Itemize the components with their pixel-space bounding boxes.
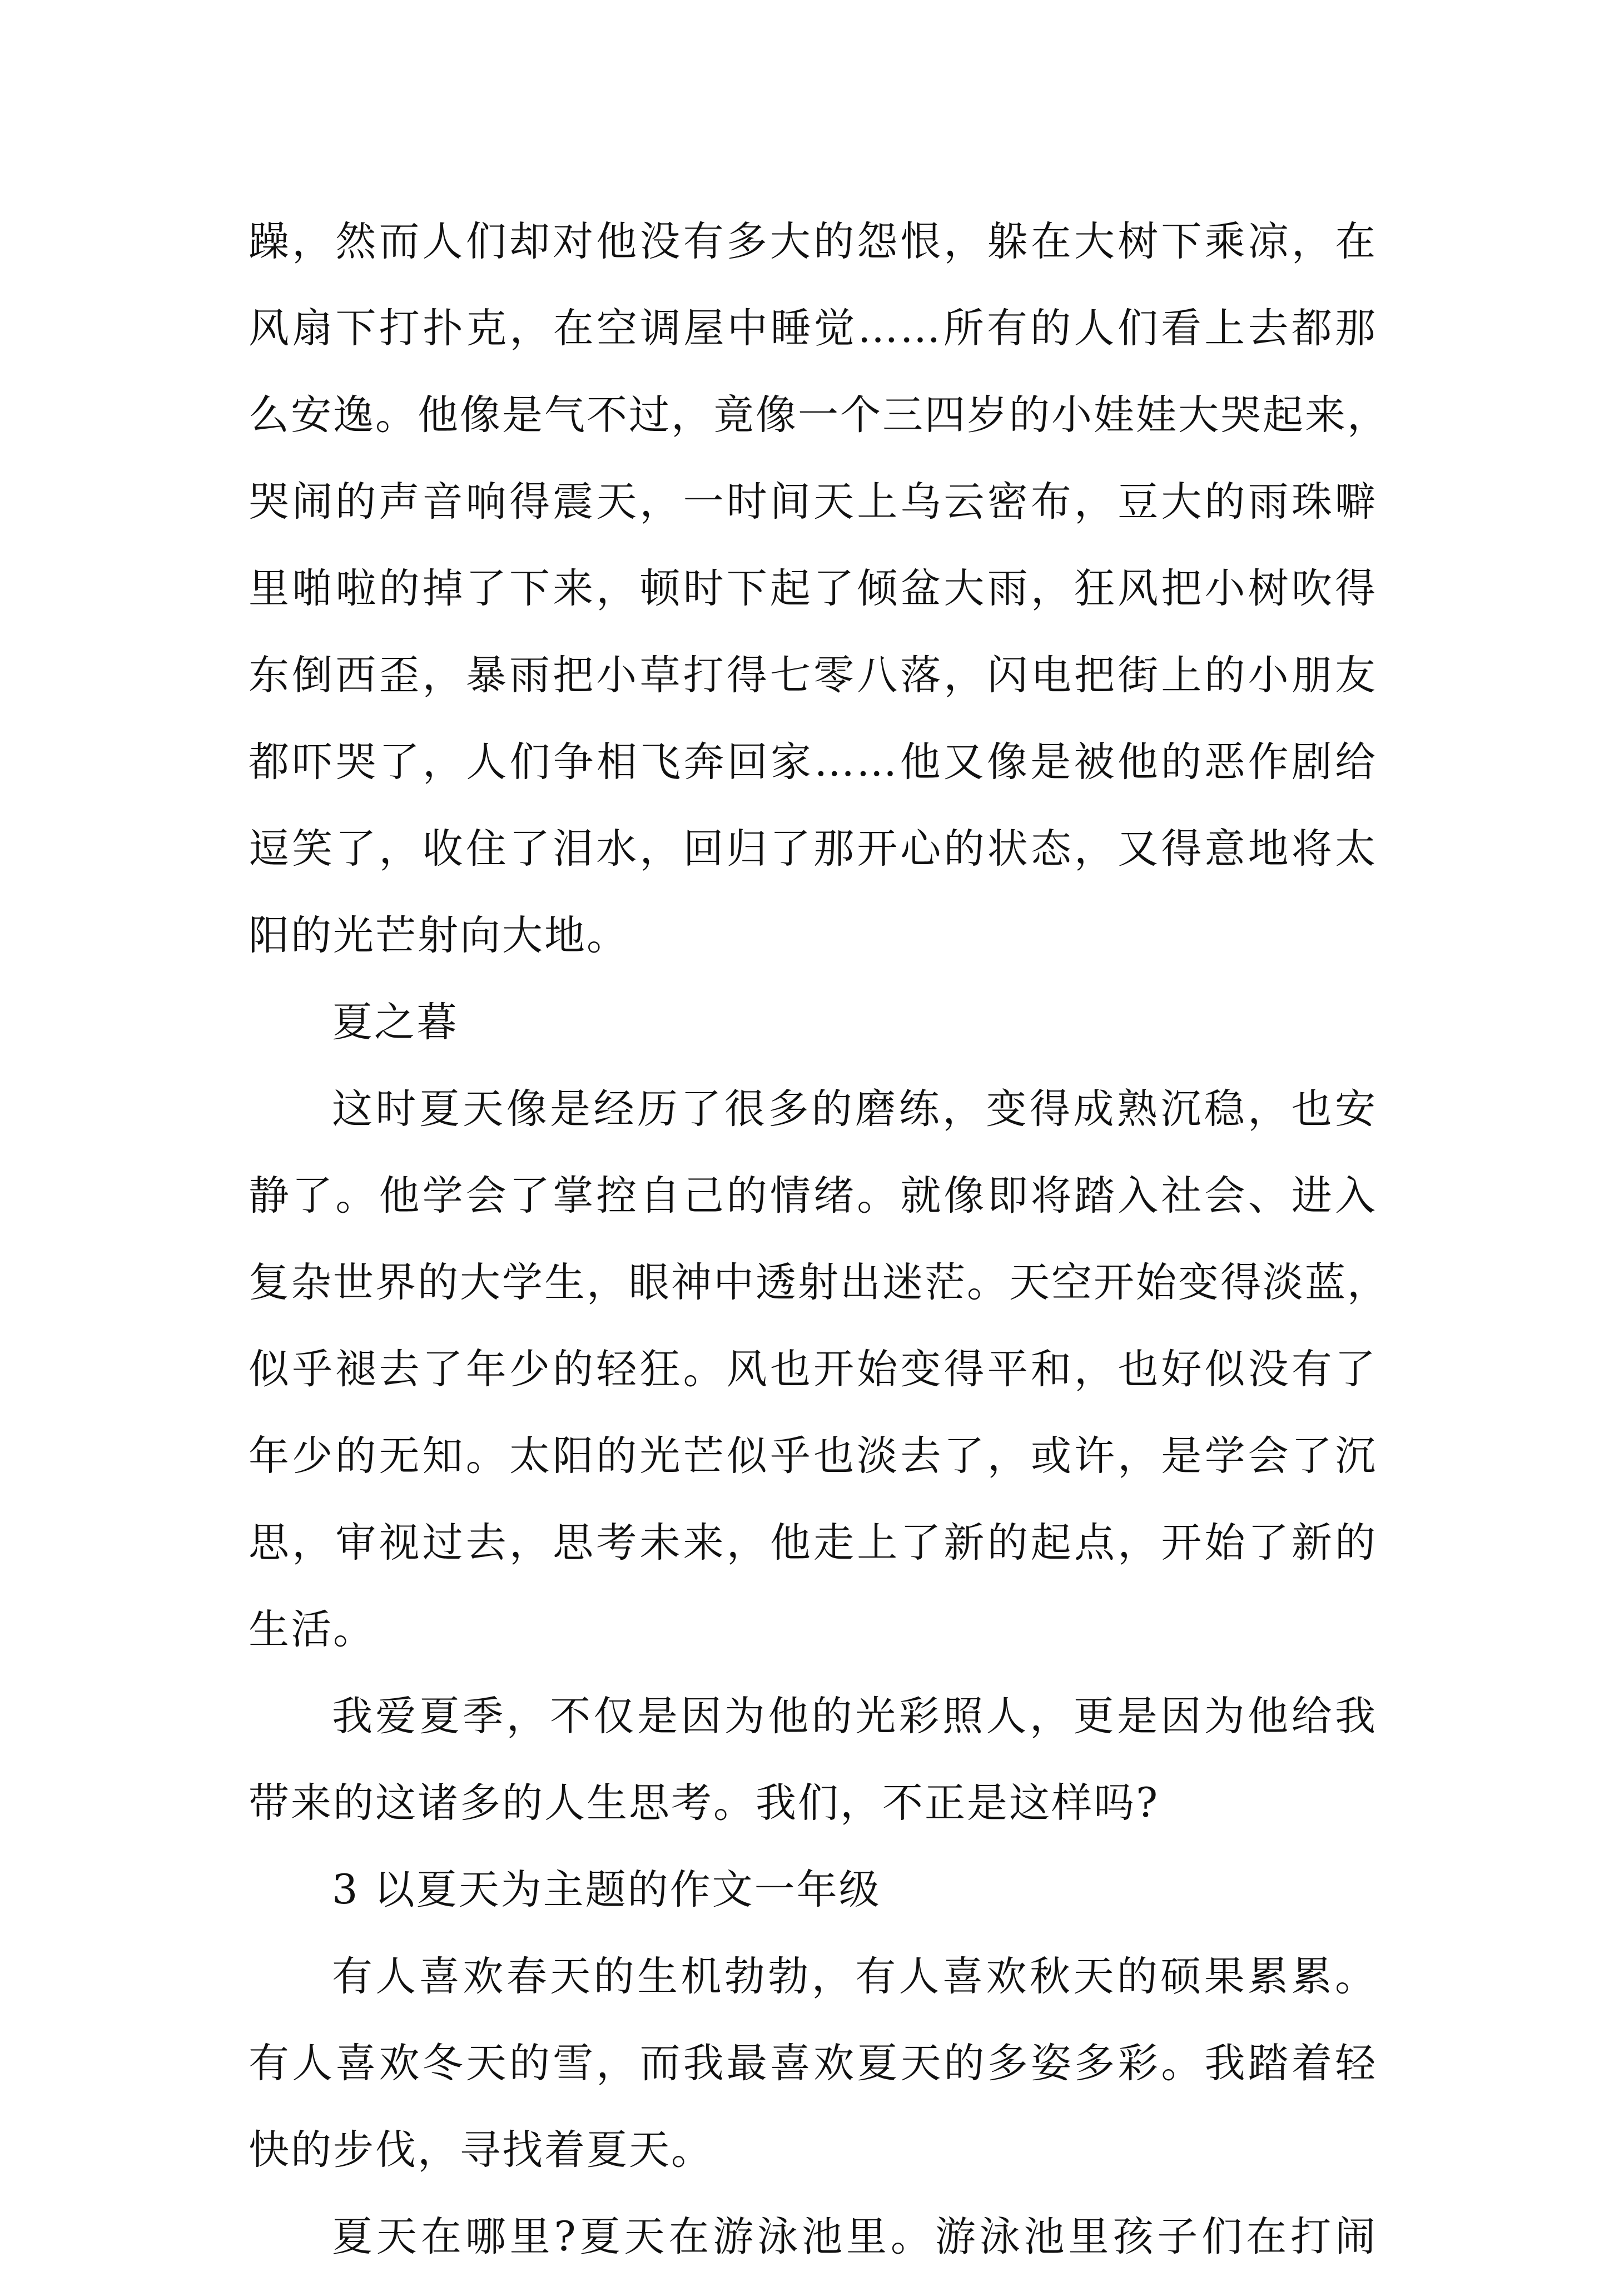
text-line: 哭闹的声音响得震天，一时间天上乌云密布，豆大的雨珠噼: [249, 478, 1377, 525]
text-line: 逗笑了，收住了泪水，回归了那开心的状态，又得意地将太: [249, 825, 1377, 872]
text-line: 都吓哭了，人们争相飞奔回家……他又像是被他的恶作剧给: [249, 738, 1377, 786]
text-line: 夏之暮: [332, 999, 459, 1046]
text-line: 思，审视过去，思考未来，他走上了新的起点，开始了新的: [249, 1519, 1377, 1566]
text-line: 生活。: [249, 1606, 375, 1653]
text-line: 夏天在哪里?夏天在游泳池里。游泳池里孩子们在打闹: [332, 2213, 1377, 2260]
text-line: 东倒西歪，暴雨把小草打得七零八落，闪电把街上的小朋友: [249, 652, 1377, 699]
text-line: 有人喜欢春天的生机勃勃，有人喜欢秋天的硕果累累。: [332, 1953, 1377, 2000]
text-line: 躁，然而人们却对他没有多大的怨恨，躲在大树下乘凉，在: [249, 218, 1377, 265]
text-line: 阳的光芒射向大地。: [249, 912, 629, 959]
text-line: 里啪啦的掉了下来，顿时下起了倾盆大雨，狂风把小树吹得: [249, 565, 1377, 612]
text-line: 有人喜欢冬天的雪，而我最喜欢夏天的多姿多彩。我踏着轻: [249, 2040, 1377, 2087]
text-line: 我爱夏季，不仅是因为他的光彩照人，更是因为他给我: [332, 1693, 1377, 1740]
text-line: 么安逸。他像是气不过，竟像一个三四岁的小娃娃大哭起来，: [249, 391, 1389, 439]
text-line: 3 以夏天为主题的作文一年级: [332, 1866, 881, 1913]
text-line: 复杂世界的大学生，眼神中透射出迷茫。天空开始变得淡蓝，: [249, 1259, 1389, 1306]
document-body: [249, 214, 1389, 2296]
text-line: 快的步伐，寻找着夏天。: [249, 2126, 713, 2174]
text-line: 似乎褪去了年少的轻狂。风也开始变得平和，也好似没有了: [249, 1346, 1377, 1393]
text-line: 带来的这诸多的人生思考。我们，不正是这样吗?: [249, 1779, 1160, 1827]
text-line: 静了。他学会了掌控自己的情绪。就像即将踏入社会、进入: [249, 1172, 1377, 1219]
text-line: 年少的无知。太阳的光芒似乎也淡去了，或许，是学会了沉: [249, 1432, 1377, 1480]
text-line: 风扇下打扑克，在空调屋中睡觉……所有的人们看上去都那: [249, 305, 1377, 352]
text-line: 这时夏天像是经历了很多的磨练，变得成熟沉稳，也安: [332, 1085, 1377, 1133]
